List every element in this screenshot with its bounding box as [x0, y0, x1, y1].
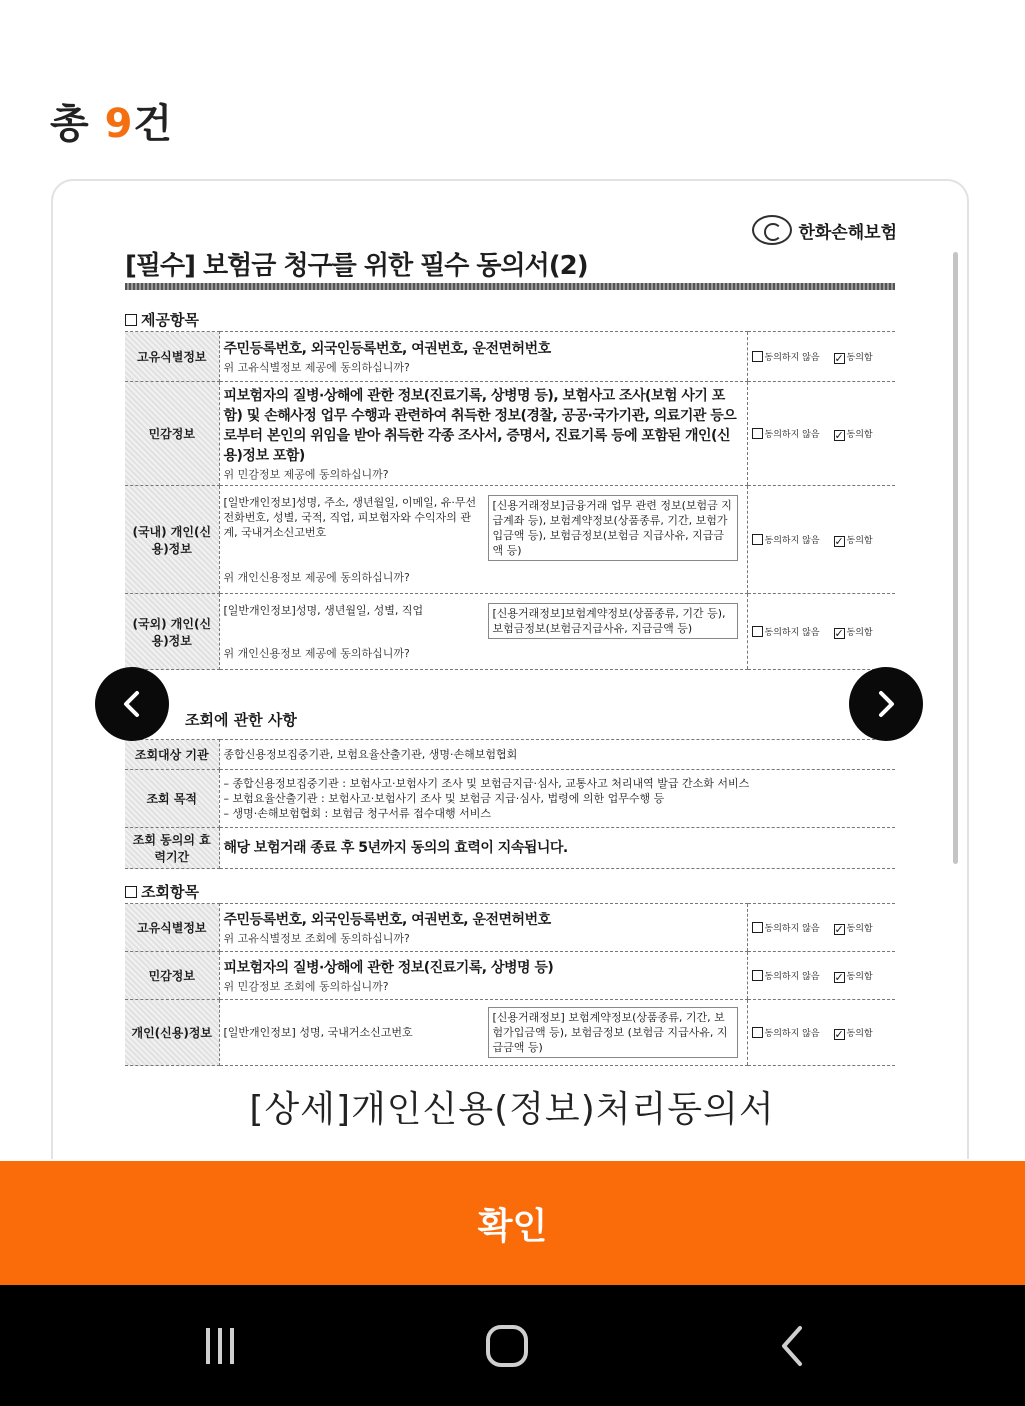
row-content	[219, 486, 747, 594]
row-question: 위 개인신용정보 제공에 동의하십니까?	[223, 570, 410, 584]
table-row	[125, 952, 895, 1000]
disagree-checkbox[interactable]	[752, 428, 763, 439]
table-row	[125, 382, 895, 486]
insurer-logo-text: 한화손해보험	[798, 222, 897, 243]
provide-table	[125, 331, 895, 670]
disagree-checkbox[interactable]	[752, 351, 763, 362]
consent-options	[747, 486, 895, 594]
chevron-right-icon	[869, 687, 903, 721]
insurer-logo-icon	[752, 215, 792, 245]
disagree-label: 동의하지 않음	[764, 923, 820, 934]
table-row	[125, 904, 895, 952]
next-page-button[interactable]	[849, 667, 923, 741]
consent-document-image	[125, 201, 895, 1071]
row-question: 위 민감정보 조회에 동의하십니까?	[223, 979, 389, 993]
row-question: 위 고유식별정보 조회에 동의하십니까?	[223, 931, 410, 945]
row-category: 조회 목적	[125, 770, 219, 828]
disagree-checkbox[interactable]	[752, 1027, 763, 1038]
agree-checkbox[interactable]: ✓	[834, 626, 844, 640]
row-content	[219, 1000, 747, 1066]
purpose-line: – 종합신용정보집중기관 : 보험사고·보험사기 조사 및 보험금지급·심사, 교통사고 처리내역 발급 간소화 서비스	[223, 777, 750, 790]
count-suffix: 건	[133, 101, 174, 147]
document-caption: [상세]개인신용(정보)처리동의서	[249, 1089, 775, 1130]
row-content	[219, 382, 747, 486]
disagree-label: 동의하지 않음	[764, 352, 820, 363]
consent-options	[747, 382, 895, 486]
inquiry-section-label: 조회에 관한 사항	[185, 711, 297, 729]
recents-button[interactable]	[190, 1318, 250, 1374]
consent-options	[747, 952, 895, 1000]
row-text: 종합신용정보집중기관, 보험요율산출기관, 생명·손해보험협회	[219, 740, 895, 770]
agree-label: 동의함	[846, 923, 873, 934]
agree-label: 동의함	[846, 352, 873, 363]
row-text: 해당 보험거래 종료 후 5년까지 동의의 효력이 지속됩니다.	[219, 828, 895, 869]
disagree-label: 동의하지 않음	[764, 429, 820, 440]
row-right-text: [신용거래정보]보험계약정보(상품종류, 기간 등), 보험금정보(보험금지급사유, 지급금액 등)	[488, 603, 738, 639]
table-row	[125, 1000, 895, 1066]
disagree-label: 동의하지 않음	[764, 971, 820, 982]
agree-checkbox[interactable]: ✓	[834, 351, 844, 365]
row-left-text: [일반개인정보]성명, 주소, 생년월일, 이메일, 유·무선 전화번호, 성별, 국적, 직업, 피보험자와 수익자의 관계, 국내거소신고번호	[223, 495, 477, 539]
query-table	[125, 903, 895, 1066]
table-row	[125, 486, 895, 594]
row-category: 민감정보	[125, 382, 219, 486]
home-button[interactable]	[477, 1318, 537, 1374]
purpose-line: – 생명·손해보험협회 : 보험금 청구서류 접수대행 서비스	[223, 807, 491, 820]
agree-label: 동의함	[846, 971, 873, 982]
agree-checkbox[interactable]: ✓	[834, 922, 844, 936]
row-main-text: 피보험자의 질병·상해에 관한 정보(진료기록, 상병명 등), 보험사고 조사(보험 사기 포함) 및 손해사정 업무 수행과 관련하여 취득한 정보(경찰, 공공·국가기관, 의료기관 등으로부터 본인의 위임을 받아 취득한 각종 조사서, 증명서, 진료기록 등에 포함된 개인(신용)정보 포함)	[223, 387, 737, 464]
table-row	[125, 332, 895, 382]
disagree-label: 동의하지 않음	[764, 535, 820, 546]
disagree-checkbox[interactable]	[752, 970, 763, 981]
row-content	[219, 594, 747, 670]
row-right-text: [신용거래정보]금융거래 업무 관련 정보(보험금 지급계좌 등), 보험계약정보(상품종류, 기간, 보험가입금액 등), 보험금정보(보험금 지급사유, 지급금액 등)	[488, 495, 738, 561]
agree-checkbox[interactable]: ✓	[834, 970, 844, 984]
agree-checkbox[interactable]: ✓	[834, 534, 844, 548]
consent-options	[747, 332, 895, 382]
row-main-text: 주민등록번호, 외국인등록번호, 여권번호, 운전면허번호	[223, 340, 551, 357]
count-number: 9	[104, 101, 134, 147]
row-content	[219, 952, 747, 1000]
vertical-scrollbar[interactable]	[953, 252, 958, 864]
consent-options	[747, 594, 895, 670]
row-question: 위 민감정보 제공에 동의하십니까?	[223, 467, 389, 481]
row-category: 고유식별정보	[125, 904, 219, 952]
back-icon	[772, 1324, 816, 1368]
row-main-text: 피보험자의 질병·상해에 관한 정보(진료기록, 상병명 등)	[223, 959, 554, 976]
purpose-line: – 보험요율산출기관 : 보험사고·보험사기 조사 및 보험금 지급·심사, 법령에 의한 업무수행 등	[223, 792, 665, 805]
row-content	[219, 332, 747, 382]
row-left-text: [일반개인정보] 성명, 국내거소신고번호	[223, 1026, 413, 1039]
row-question: 위 개인신용정보 제공에 동의하십니까?	[223, 646, 410, 660]
row-right-text: [신용거래정보] 보험계약정보(상품종류, 기간, 보험가입금액 등), 보험금정보 (보험금 지급사유, 지급금액 등)	[488, 1007, 738, 1058]
disagree-label: 동의하지 않음	[764, 1028, 820, 1039]
consent-options	[747, 1000, 895, 1066]
title-divider	[125, 283, 895, 290]
inquiry-table	[125, 739, 895, 869]
provide-section-text: 제공항목	[141, 311, 199, 329]
count-prefix: 총	[50, 101, 105, 147]
consent-options	[747, 904, 895, 952]
row-category: (국외) 개인(신용)정보	[125, 594, 219, 670]
row-question: 위 고유식별정보 제공에 동의하십니까?	[223, 360, 410, 374]
disagree-label: 동의하지 않음	[764, 627, 820, 638]
agree-label: 동의함	[846, 627, 873, 638]
agree-label: 동의함	[846, 535, 873, 546]
table-row	[125, 770, 895, 828]
section-box-icon	[125, 886, 137, 898]
row-content	[219, 770, 895, 828]
total-count-heading	[50, 92, 173, 149]
chevron-left-icon	[115, 687, 149, 721]
agree-checkbox[interactable]: ✓	[834, 1027, 844, 1041]
disagree-checkbox[interactable]	[752, 534, 763, 545]
previous-page-button[interactable]	[95, 667, 169, 741]
agree-checkbox[interactable]: ✓	[834, 428, 844, 442]
agree-label: 동의함	[846, 429, 873, 440]
row-left-text: [일반개인정보]성명, 생년월일, 성별, 직업	[223, 603, 424, 617]
insurer-logo	[752, 215, 897, 245]
row-category: 고유식별정보	[125, 332, 219, 382]
confirm-button[interactable]: 확인	[0, 1161, 1025, 1285]
row-category: (국내) 개인(신용)정보	[125, 486, 219, 594]
row-category: 민감정보	[125, 952, 219, 1000]
table-row	[125, 828, 895, 869]
disagree-checkbox[interactable]	[752, 922, 763, 933]
row-category: 조회대상 기관	[125, 740, 219, 770]
agree-label: 동의함	[846, 1028, 873, 1039]
recents-icon	[198, 1324, 242, 1368]
query-section-label	[125, 881, 199, 902]
table-row	[125, 740, 895, 770]
document-viewer-card	[51, 179, 969, 1159]
back-button[interactable]	[764, 1318, 824, 1374]
row-category: 개인(신용)정보	[125, 1000, 219, 1066]
table-row	[125, 594, 895, 670]
document-title: [필수] 보험금 청구를 위한 필수 동의서(2)	[125, 251, 588, 281]
provide-section-label	[125, 309, 199, 330]
home-icon	[482, 1321, 532, 1371]
section-box-icon	[125, 314, 137, 326]
disagree-checkbox[interactable]	[752, 626, 763, 637]
row-category: 조회 동의의 효력기간	[125, 828, 219, 869]
row-content	[219, 904, 747, 952]
query-section-text: 조회항목	[141, 883, 199, 901]
row-main-text: 주민등록번호, 외국인등록번호, 여권번호, 운전면허번호	[223, 911, 551, 928]
